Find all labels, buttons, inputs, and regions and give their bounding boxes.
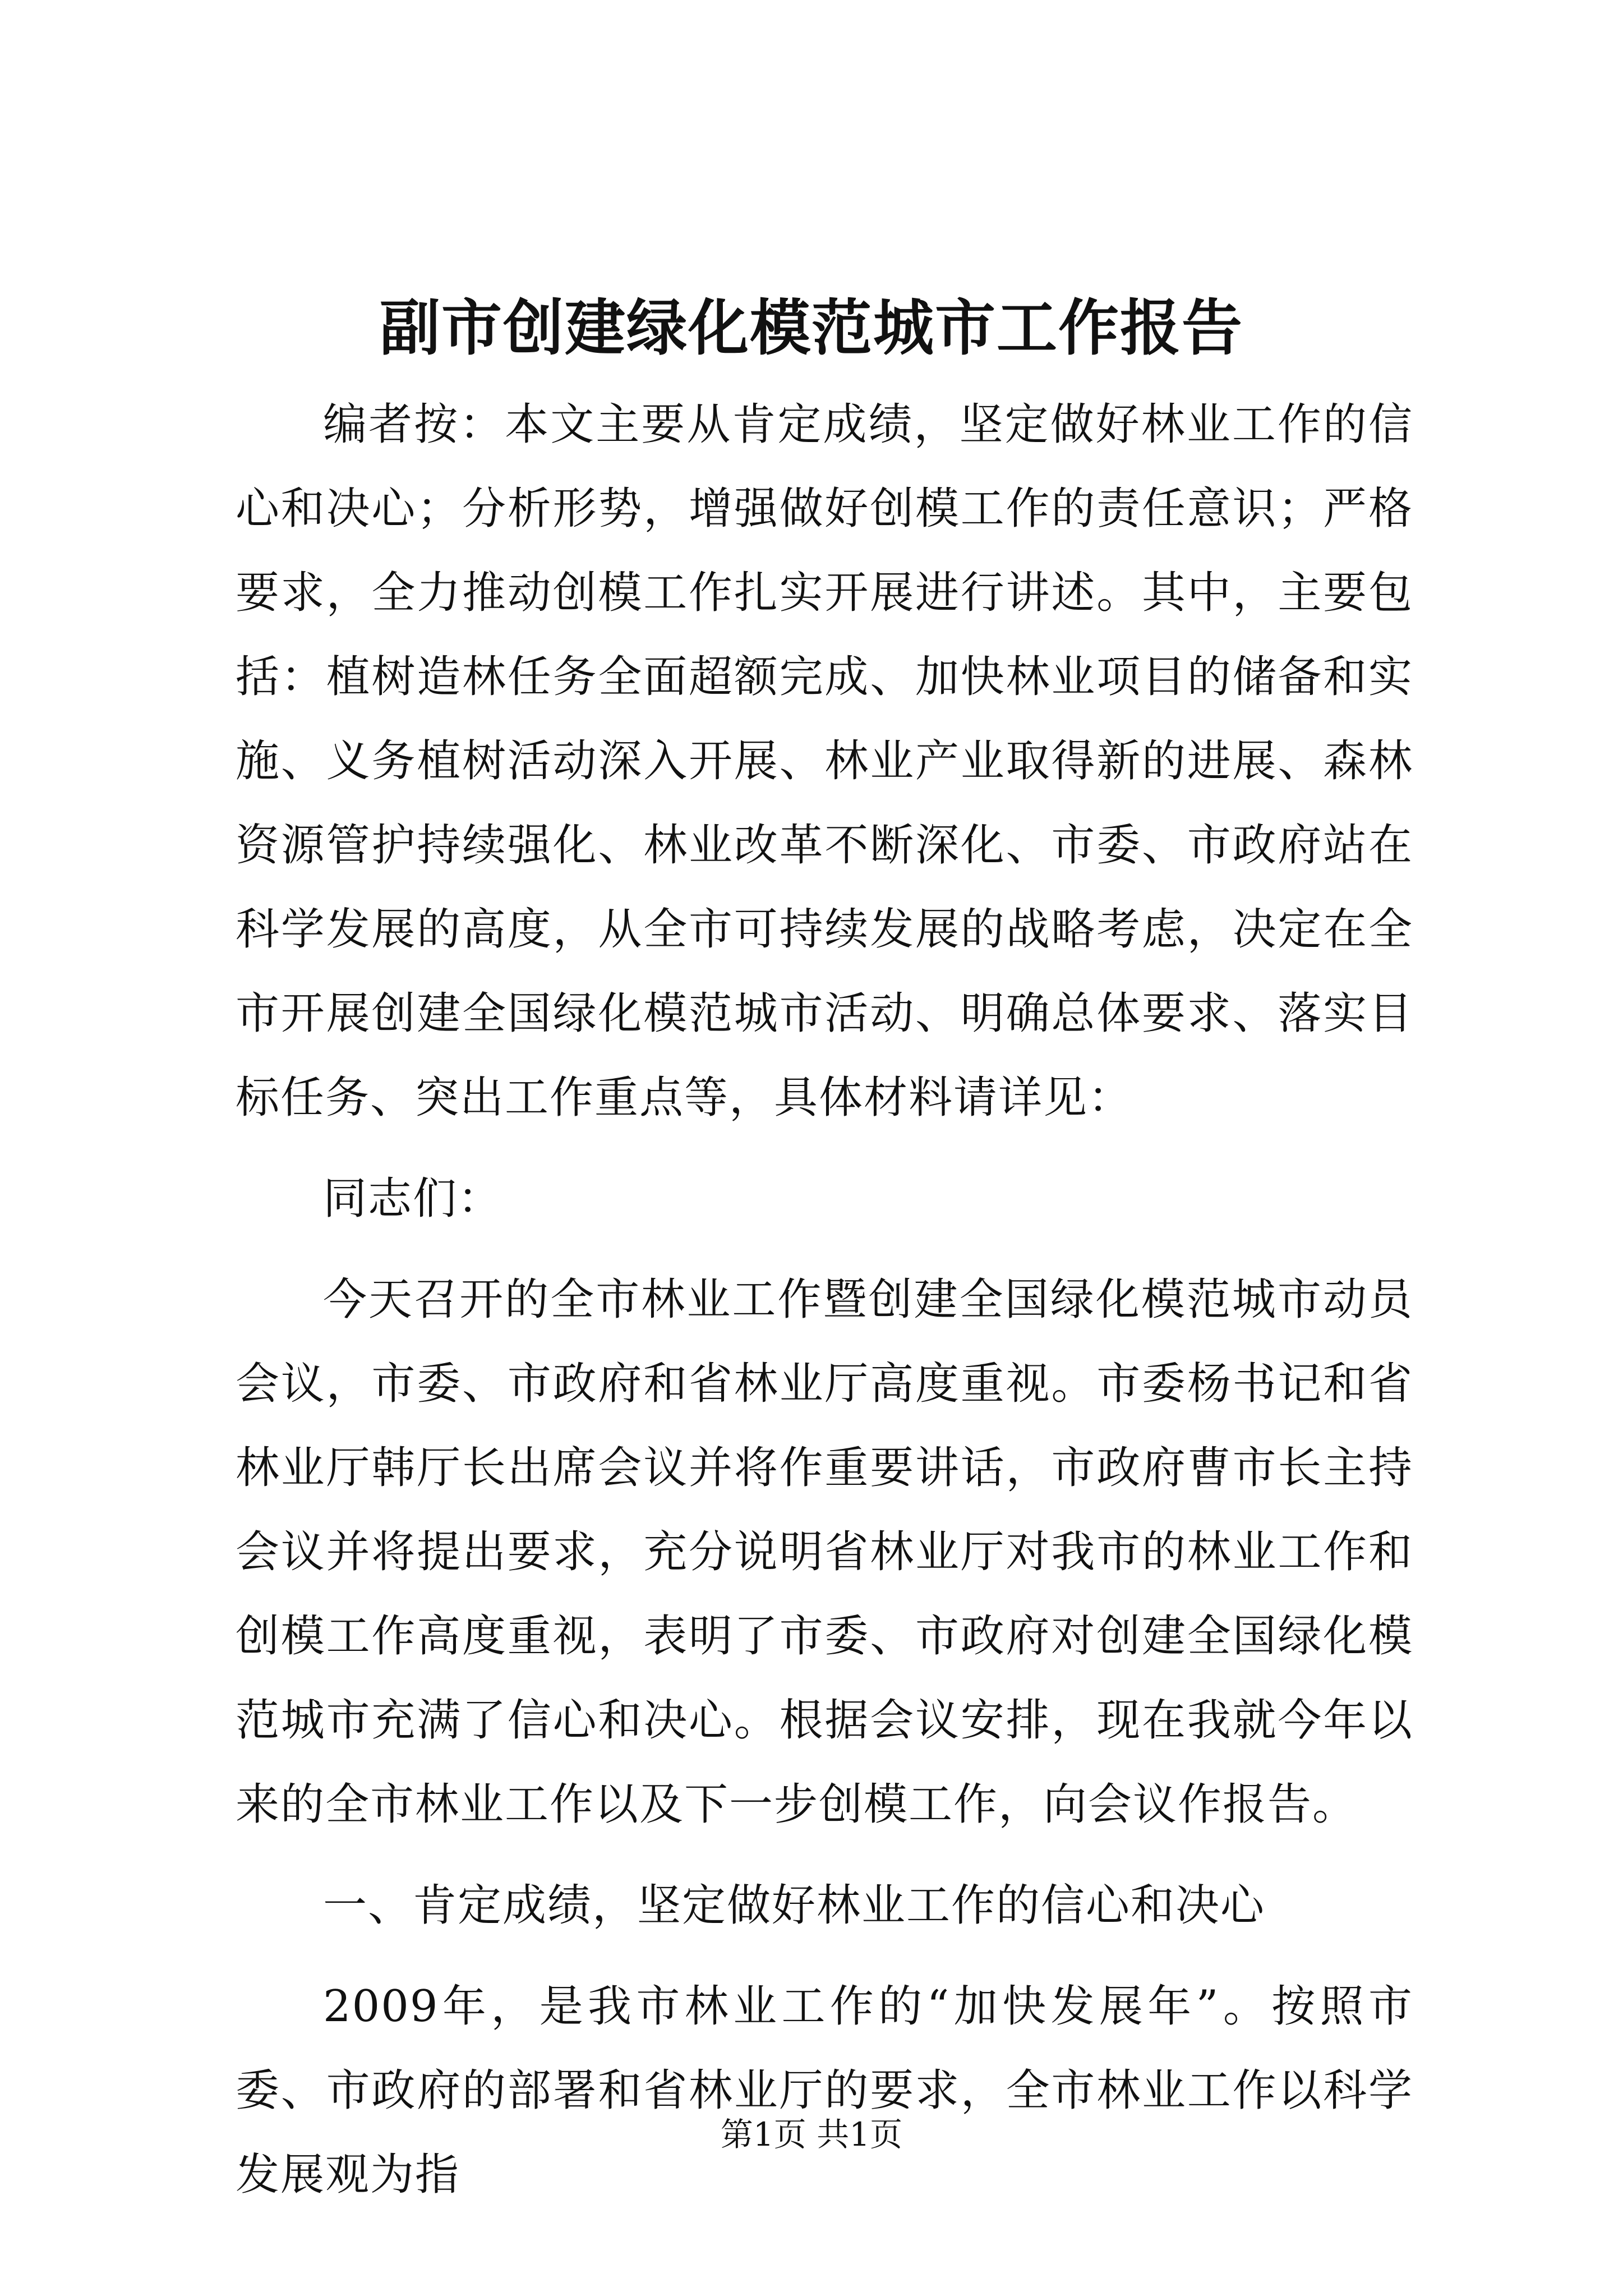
salutation-paragraph: 同志们： [323,1174,503,1224]
page-footer: 第1页 共1页 [720,2115,903,2154]
document-body [236,383,1413,2217]
intro-paragraph: 今天召开的全市林业工作暨创建全国绿化模范城市动员会议，市委、市政府和省林业厅高度重视。市委杨书记和省林业厅韩厅长出席会议并将作重要讲话，市政府曹市长主持会议并将提出要求，充分说明省林业厅对我市的林业工作和创模工作高度重视，表明了市委、市政府对创建全国绿化模范城市充满了信心和决心。根据会议安排，现在我就今年以来的全市林业工作以及下一步创模工作，向会议作报告。 [236,1274,1413,1830]
document-title: 副市创建绿化模范城市工作报告 [379,293,1243,364]
section-paragraph: 2009年，是我市林业工作的“加快发展年”。按照市委、市政府的部署和省林业厅的要求，全市林业工作以科学发展观为指 [236,1981,1413,2200]
section-heading: 一、肯定成绩，坚定做好林业工作的信心和决心 [323,1880,1266,1931]
editor-note-paragraph: 编者按：本文主要从肯定成绩，坚定做好林业工作的信心和决心；分析形势，增强做好创模工作的责任意识；严格要求，全力推动创模工作扎实开展进行讲述。其中，主要包括：植树造林任务全面超额完成、加快林业项目的储备和实施、义务植树活动深入开展、林业产业取得新的进展、森林资源管护持续强化、林业改革不断深化、市委、市政府站在科学发展的高度，从全市可持续发展的战略考虑，决定在全市开展创建全国绿化模范城市活动、明确总体要求、落实目标任务、突出工作重点等，具体材料请详见： [236,399,1413,1123]
